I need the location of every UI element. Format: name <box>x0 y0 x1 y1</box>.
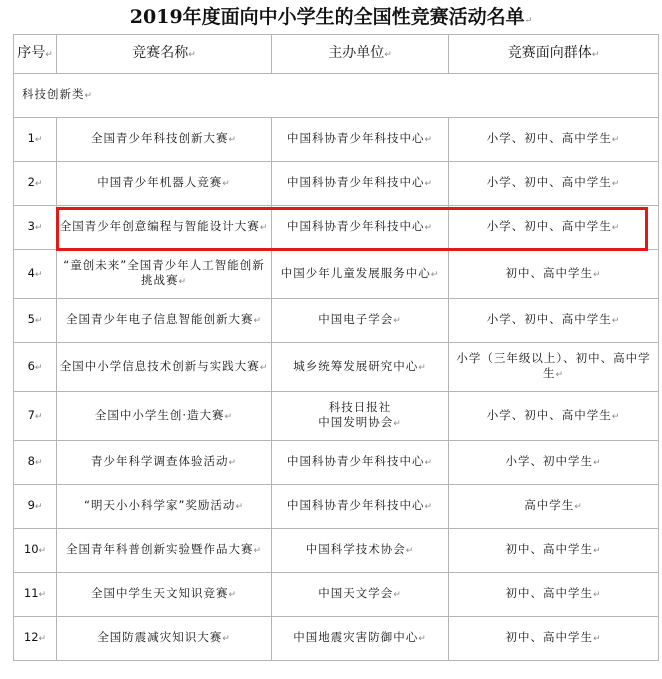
organizer: 中国科学技术协会↵ <box>272 529 449 573</box>
target-group: 小学（三年级以上）、初中、高中学生↵ <box>449 343 659 392</box>
table-row <box>14 250 659 299</box>
organizer: 中国科协青少年科技中心↵ <box>272 485 449 529</box>
target-group: 初中、高中学生↵ <box>449 529 659 573</box>
target-group: 高中学生↵ <box>449 485 659 529</box>
competition-table <box>13 34 659 661</box>
table-row <box>14 617 659 661</box>
organizer: 中国科协青少年科技中心↵ <box>272 206 449 250</box>
paragraph-mark-icon: ↵ <box>424 502 434 512</box>
paragraph-mark-icon: ↵ <box>393 419 402 429</box>
table-row <box>14 529 659 573</box>
competition-name: 青少年科学调查体验活动↵ <box>57 441 272 485</box>
organizer: 科技日报社 中国发明协会↵ <box>272 392 449 441</box>
table-row <box>14 162 659 206</box>
target-group: 小学、初中、高中学生↵ <box>449 118 659 162</box>
row-number: 3↵ <box>14 206 57 250</box>
table-row <box>14 573 659 617</box>
paragraph-mark-icon: ↵ <box>228 458 238 468</box>
paragraph-mark-icon: ↵ <box>34 411 43 422</box>
organizer: 中国地震灾害防御中心↵ <box>272 617 449 661</box>
paragraph-mark-icon: ↵ <box>228 135 238 145</box>
paragraph-mark-icon: ↵ <box>38 590 47 600</box>
paragraph-mark-icon: ↵ <box>253 316 263 326</box>
row-number: 5↵ <box>14 299 57 343</box>
target-group: 初中、高中学生↵ <box>449 573 659 617</box>
paragraph-mark-icon: ↵ <box>424 179 434 189</box>
paragraph-mark-icon: ↵ <box>592 546 602 556</box>
target-group: 小学、初中、高中学生↵ <box>449 392 659 441</box>
category-row <box>14 74 659 118</box>
paragraph-mark-icon: ↵ <box>34 135 43 145</box>
paragraph-mark-icon: ↵ <box>38 546 47 556</box>
organizer: 中国电子学会↵ <box>272 299 449 343</box>
competition-name: “童创未来”全国青少年人工智能创新挑战赛↵ <box>57 250 272 299</box>
paragraph-mark-icon: ↵ <box>34 316 43 326</box>
category-label: 科技创新类↵ <box>14 74 659 118</box>
row-number: 10↵ <box>14 529 57 573</box>
target-group: 初中、高中学生↵ <box>449 250 659 299</box>
paragraph-mark-icon: ↵ <box>259 362 269 373</box>
organizer: 城乡统筹发展研究中心↵ <box>272 343 449 392</box>
table-row <box>14 485 659 529</box>
paragraph-mark-icon: ↵ <box>34 179 43 189</box>
paragraph-mark-icon: ↵ <box>555 370 565 380</box>
table-row <box>14 299 659 343</box>
paragraph-mark-icon: ↵ <box>405 546 415 556</box>
paragraph-mark-icon: ↵ <box>38 634 47 644</box>
paragraph-mark-icon: ↵ <box>424 223 434 233</box>
header-no: 序号↵ <box>14 35 57 74</box>
table-row <box>14 118 659 162</box>
competition-name: 全国防震减灾知识大赛↵ <box>57 617 272 661</box>
paragraph-mark-icon: ↵ <box>611 135 621 145</box>
target-group: 小学、初中、高中学生↵ <box>449 162 659 206</box>
paragraph-mark-icon: ↵ <box>418 634 427 644</box>
paragraph-mark-icon: ↵ <box>418 362 427 373</box>
competition-name: 中国青少年机器人竞赛↵ <box>57 162 272 206</box>
paragraph-mark-icon: ↵ <box>592 590 602 600</box>
paragraph-mark-icon: ↵ <box>592 269 602 280</box>
row-number: 8↵ <box>14 441 57 485</box>
paragraph-mark-icon: ↵ <box>592 634 602 644</box>
paragraph-mark-icon: ↵ <box>222 179 231 189</box>
paragraph-mark-icon: ↵ <box>574 502 583 512</box>
competition-name: “明天小小科学家”奖励活动↵ <box>57 485 272 529</box>
row-number: 1↵ <box>14 118 57 162</box>
target-group: 小学、初中、高中学生↵ <box>449 299 659 343</box>
competition-name: 全国中小学生创·造大赛↵ <box>57 392 272 441</box>
paragraph-mark-icon: ↵ <box>611 411 621 422</box>
row-number: 7↵ <box>14 392 57 441</box>
paragraph-mark-icon: ↵ <box>430 269 440 280</box>
table-row <box>14 206 659 250</box>
target-group: 小学、初中、高中学生↵ <box>449 206 659 250</box>
competition-name: 全国中学生天文知识竞赛↵ <box>57 573 272 617</box>
table-row <box>14 343 659 392</box>
competition-name: 全国青少年电子信息智能创新大赛↵ <box>57 299 272 343</box>
paragraph-mark-icon: ↵ <box>259 223 269 233</box>
row-number: 2↵ <box>14 162 57 206</box>
page-title <box>0 0 662 34</box>
paragraph-mark-icon: ↵ <box>524 16 533 26</box>
row-number: 6↵ <box>14 343 57 392</box>
header-group: 竞赛面向群体↵ <box>449 35 659 74</box>
row-number: 9↵ <box>14 485 57 529</box>
competition-name: 全国青年科普创新实验暨作品大赛↵ <box>57 529 272 573</box>
competition-name: 全国青少年科技创新大赛↵ <box>57 118 272 162</box>
paragraph-mark-icon: ↵ <box>393 590 402 600</box>
paragraph-mark-icon: ↵ <box>611 316 621 326</box>
paragraph-mark-icon: ↵ <box>34 362 43 373</box>
paragraph-mark-icon: ↵ <box>253 546 263 556</box>
paragraph-mark-icon: ↵ <box>228 590 238 600</box>
paragraph-mark-icon: ↵ <box>235 502 244 512</box>
paragraph-mark-icon: ↵ <box>611 179 621 189</box>
paragraph-mark-icon: ↵ <box>34 223 43 233</box>
row-number: 11↵ <box>14 573 57 617</box>
target-group: 小学、初中学生↵ <box>449 441 659 485</box>
row-number: 4↵ <box>14 250 57 299</box>
paragraph-mark-icon: ↵ <box>424 135 434 145</box>
paragraph-mark-icon: ↵ <box>178 277 188 287</box>
organizer: 中国科协青少年科技中心↵ <box>272 118 449 162</box>
competition-name: 全国青少年创意编程与智能设计大赛↵ <box>57 206 272 250</box>
paragraph-mark-icon: ↵ <box>393 316 402 326</box>
title-text: 2019年度面向中小学生的全国性竞赛活动名单 <box>129 6 525 28</box>
paragraph-mark-icon: ↵ <box>224 411 234 422</box>
header-name: 竞赛名称↵ <box>57 35 272 74</box>
table-row <box>14 392 659 441</box>
organizer: 中国天文学会↵ <box>272 573 449 617</box>
paragraph-mark-icon: ↵ <box>222 634 231 644</box>
paragraph-mark-icon: ↵ <box>611 223 621 233</box>
competition-name: 全国中小学信息技术创新与实践大赛↵ <box>57 343 272 392</box>
paragraph-mark-icon: ↵ <box>592 458 602 468</box>
table-row <box>14 441 659 485</box>
header-org: 主办单位↵ <box>272 35 449 74</box>
organizer: 中国少年儿童发展服务中心↵ <box>272 250 449 299</box>
paragraph-mark-icon: ↵ <box>424 458 434 468</box>
header-row <box>14 35 659 74</box>
paragraph-mark-icon: ↵ <box>34 458 43 468</box>
target-group: 初中、高中学生↵ <box>449 617 659 661</box>
paragraph-mark-icon: ↵ <box>34 269 43 280</box>
row-number: 12↵ <box>14 617 57 661</box>
organizer: 中国科协青少年科技中心↵ <box>272 441 449 485</box>
organizer: 中国科协青少年科技中心↵ <box>272 162 449 206</box>
paragraph-mark-icon: ↵ <box>34 502 43 512</box>
